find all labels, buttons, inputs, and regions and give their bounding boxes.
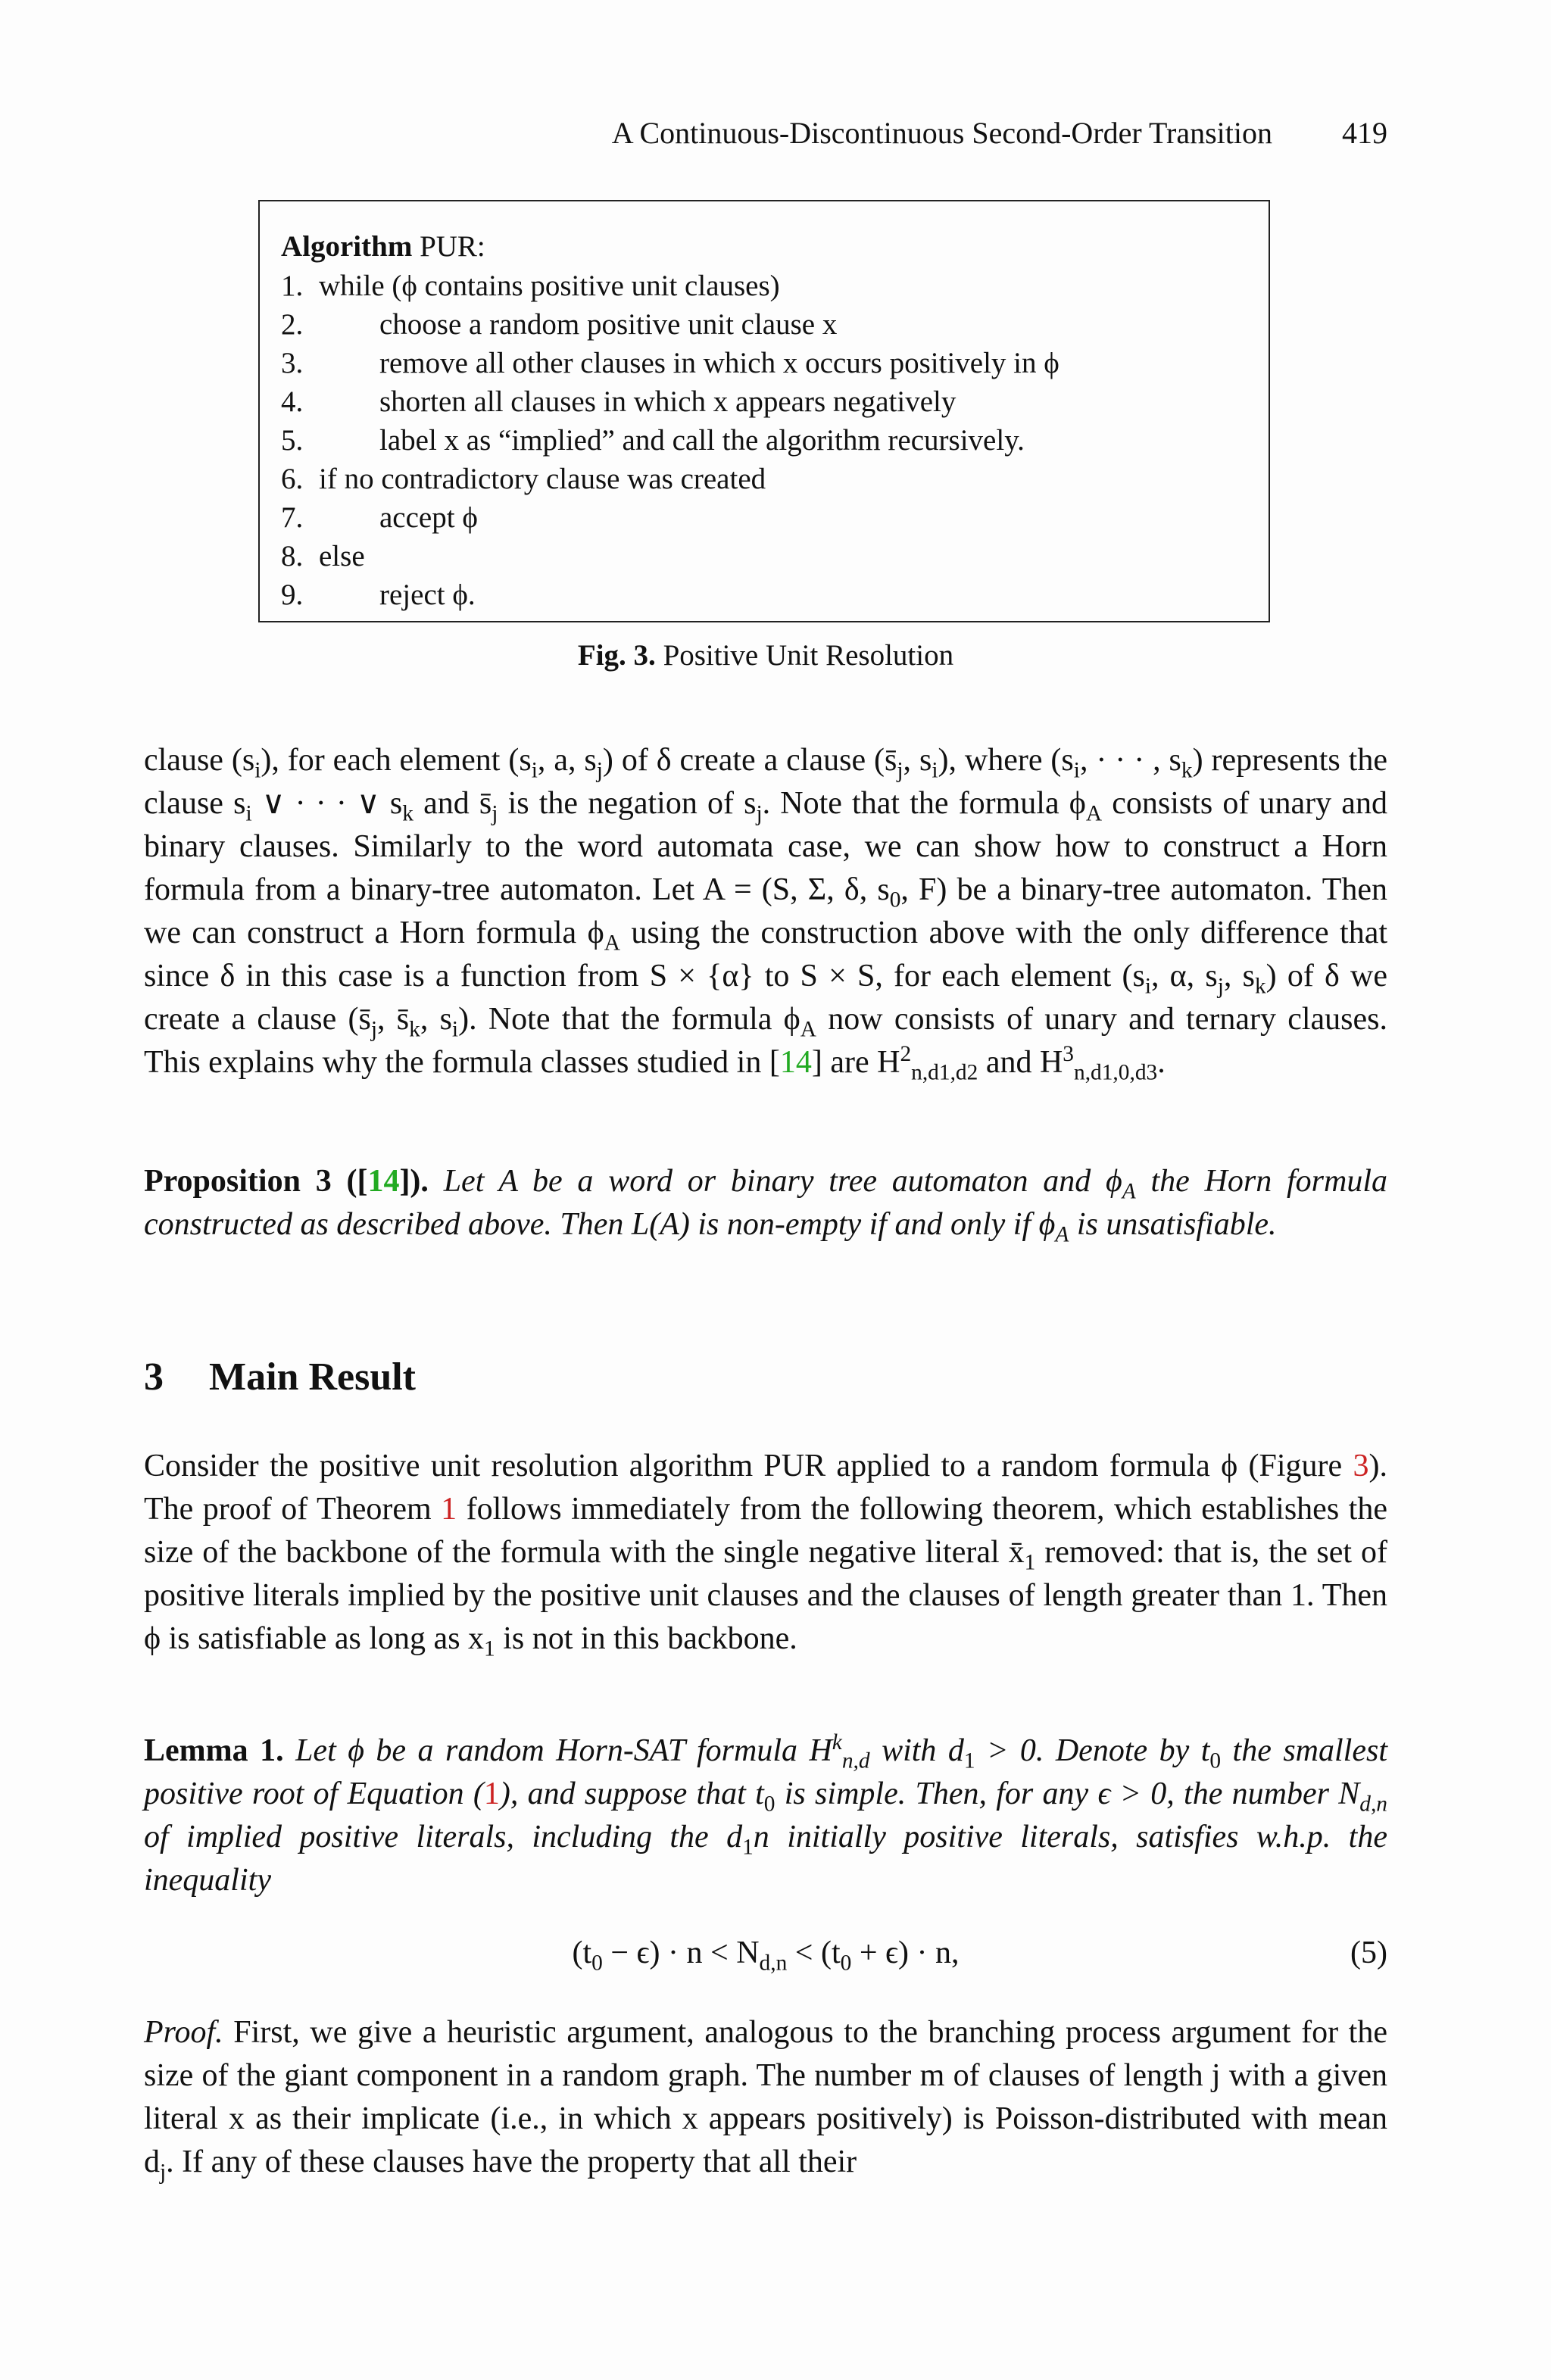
paragraph-main-result: Consider the positive unit resolution algorithm PUR applied to a random formula ϕ (Figure 3). The proof of Theorem 1 follows immediately from the following theorem, which establishes the size of the backbone of the formula with the single negative literal $x̄_1$ removed: that is, the set of positive literals implied by the positive unit clauses and the clauses of length greater than 1. Then ϕ is satisfiable as long as $x_1$ is not in this backbone. (144, 1449, 1388, 1661)
caption-label: Fig. 3. (577, 639, 656, 672)
algorithm-title (281, 227, 1269, 267)
algorithm-line (281, 382, 1269, 421)
proposition-3: Proposition 3 ([14]). Let A be a word or binary tree automaton and $\phi_A$ the Horn formula constructed as described above. Then L(A) is non-empty if and only if $\phi_A$ is unsatisfiable. (144, 1164, 1387, 1247)
equation-body: $(t_0 - \epsilon) \cdot n < N_{d,n} < (t_0 + \epsilon) \cdot n$, (572, 1936, 960, 1976)
line-text: label x as “implied” and call the algorithm recursively. (379, 424, 1025, 457)
algorithm-line (281, 267, 1269, 305)
line-number: 8. (281, 540, 304, 572)
algorithm-line (281, 576, 1269, 614)
algorithm-line (281, 460, 1269, 498)
line-number: 7. (281, 501, 304, 534)
figure-ref-link[interactable]: 3 (1353, 1449, 1369, 1483)
algorithm-line (281, 498, 1269, 537)
algorithm-line (281, 305, 1269, 344)
line-text: if no contradictory clause was created (319, 463, 766, 495)
equation-ref-link[interactable]: 1 (483, 1776, 500, 1811)
algorithm-name: PUR: (420, 230, 485, 263)
citation-link[interactable]: 14 (779, 1045, 812, 1080)
algorithm-keyword: Algorithm (281, 230, 413, 263)
line-number: 3. (281, 347, 304, 379)
line-text: choose a random positive unit clause x (379, 308, 838, 341)
paragraph-construction: clause $(s_i)$, for each element ($s_i$, a, $s_j$) of δ create a clause ($s̄_j$, $s_i$), where ($s_i$, · · · , $s_k$) represents the clause $s_i$ ∨ · · · ∨ $s_k$ and $s̄_j$ is the negation of $s_j$. Note that the formula $\phi_A$ consists of unary and binary clauses. Similarly to the word automata case, we can show how to construct a Horn formula from a binary-tree automaton. Let A = (S, Σ, δ, $s_0$, F) be a binary-tree automaton. Then we can construct a Horn formula $\phi_A$ using the construction above with the only difference that since δ in this case is a function from S × {α} to S × S, for each element ($s_i$, α, $s_j$, $s_k$) of δ we create a clause ($s̄_j$, $s̄_k$, $s_i$). Note that the formula $\phi_A$ now consists of unary and ternary clauses. This explains why the formula classes studied in [14] are $H^2_{n,d1,d2}$ and $H^3_{n,d1,0,d3}$. (144, 743, 1388, 1085)
section-title: Main Result (209, 1355, 416, 1399)
caption-text: Positive Unit Resolution (663, 639, 954, 672)
algorithm-line (281, 537, 1269, 576)
line-number: 5. (281, 424, 304, 457)
equation-number: (5) (1350, 1936, 1387, 1970)
line-number: 2. (281, 308, 304, 341)
algorithm-line (281, 344, 1269, 382)
algorithm-line (281, 421, 1269, 460)
line-text: accept ϕ (379, 501, 478, 534)
line-number: 6. (281, 463, 304, 495)
section-heading (144, 1353, 416, 1402)
running-header (144, 114, 1387, 153)
theorem-ref-link[interactable]: 1 (441, 1492, 457, 1527)
line-number: 1. (281, 270, 304, 302)
line-text: while (ϕ contains positive unit clauses) (319, 270, 780, 302)
page-number: 419 (1342, 116, 1387, 150)
line-text: reject ϕ. (379, 579, 476, 611)
line-text: remove all other clauses in which x occurs positively in ϕ (379, 347, 1059, 379)
figure-caption (144, 636, 1387, 675)
line-text: shorten all clauses in which x appears negatively (379, 385, 957, 418)
citation-link[interactable]: 14 (367, 1164, 400, 1199)
proof-paragraph: Proof. First, we give a heuristic argument, analogous to the branching process argument for the size of the giant component in a random graph. The number m of clauses of length j with a given literal x as their implicate (i.e., in which x appears positively) is Poisson-distributed with mean $d_j$. If any of these clauses have the property that all their (144, 2015, 1387, 2185)
lemma-1: Lemma 1. Let ϕ be a random Horn-SAT formula $H^k_{n,d}$ with $d_1 > 0$. Denote by $t_0$ the smallest positive root of Equation (1), and suppose that $t_0$ is simple. Then, for any ϵ > 0, the number $N_{d,n}$ of implied positive literals, including the $d_1n$ initially positive literals, satisfies w.h.p. the inequality (144, 1730, 1387, 1898)
running-title: A Continuous-Discontinuous Second-Order Transition (611, 116, 1272, 150)
line-text: else (319, 540, 365, 572)
equation-5 (144, 1930, 1387, 1976)
line-number: 4. (281, 385, 304, 418)
line-number: 9. (281, 579, 304, 611)
section-number: 3 (144, 1355, 164, 1399)
algorithm-figure-box (258, 200, 1270, 622)
